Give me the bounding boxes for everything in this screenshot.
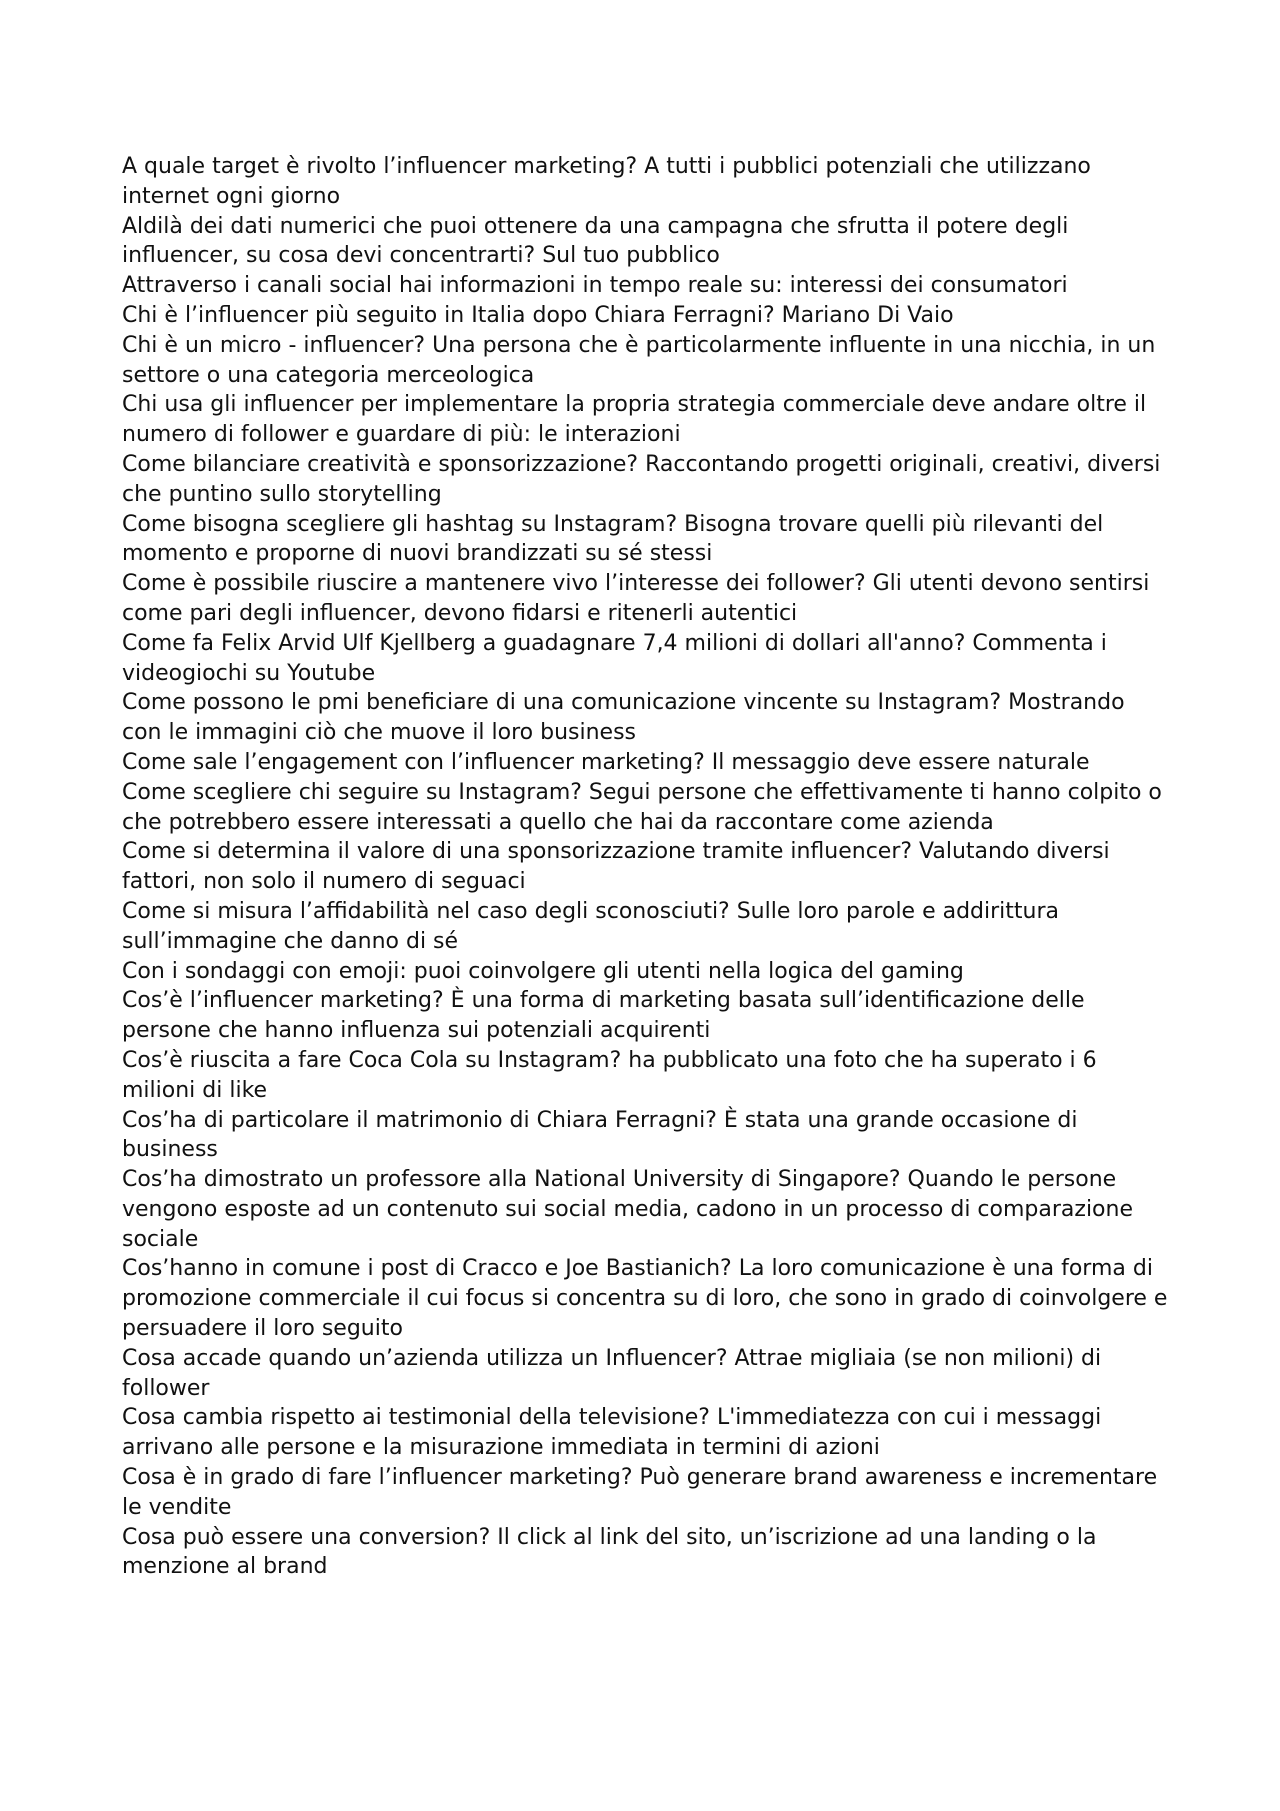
qa-text-block [122,152,1170,1582]
qa-entry: Aldilà dei dati numerici che puoi ottenere da una campagna che sfrutta il potere degli influencer, su cosa devi concentrarti? Sul tuo pubblico [122,213,1069,269]
qa-entry: Cosa è in grado di fare l’influencer marketing? Può generare brand awareness e incrementare le vendite [122,1465,1158,1520]
qa-entry: Cosa cambia rispetto ai testimonial della televisione? L'immediatezza con cui i messaggi arrivano alle persone e la misurazione immediata in termini di azioni [122,1405,1102,1461]
qa-entry: Cosa accade quando un’azienda utilizza un Influencer? Attrae migliaia (se non milioni) di follower [122,1345,1102,1401]
qa-entry: Come bilanciare creatività e sponsorizzazione? Raccontando progetti originali, creativi, diversi che puntino sullo storytelling [122,451,1161,507]
qa-entry: Come si misura l’affidabilità nel caso degli sconosciuti? Sulle loro parole e addirittura sull’immagine che danno di sé [122,898,1060,954]
qa-entry: Come sale l’engagement con l’influencer marketing? Il messaggio deve essere naturale [122,749,1090,775]
qa-entry: Attraverso i canali social hai informazioni in tempo reale su: interessi dei consumatori [122,273,1068,299]
qa-entry: Come si determina il valore di una sponsorizzazione tramite influencer? Valutando diversi fattori, non solo il numero di seguaci [122,839,1110,895]
qa-entry: Con i sondaggi con emoji: puoi coinvolgere gli utenti nella logica del gaming [122,958,964,984]
qa-entry: Come scegliere chi seguire su Instagram? Segui persone che effettivamente ti hanno colpito o che potrebbero essere interessati a quello che hai da raccontare come azienda [122,779,1162,835]
qa-entry: Cos’hanno in comune i post di Cracco e Joe Bastianich? La loro comunicazione è una forma di promozione commerciale il cui focus si concentra su di loro, che sono in grado di coinvolgere e persuadere il loro seguito [122,1256,1168,1342]
qa-entry: Cos’è l’influencer marketing? È una forma di marketing basata sull’identificazione delle persone che hanno influenza sui potenziali acquirenti [122,988,1085,1044]
qa-entry: Come bisogna scegliere gli hashtag su Instagram? Bisogna trovare quelli più rilevanti del momento e proporne di nuovi brandizzati su sé stessi [122,511,1104,567]
qa-entry: Chi è un micro - influencer? Una persona che è particolarmente influente in una nicchia, in un settore o una categoria merceologica [122,332,1156,388]
qa-entry: Come possono le pmi beneficiare di una comunicazione vincente su Instagram? Mostrando con le immagini ciò che muove il loro business [122,690,1125,746]
qa-entry: A quale target è rivolto l’influencer marketing? A tutti i pubblici potenziali che utilizzano internet ogni giorno [122,154,1091,209]
qa-entry: Cosa può essere una conversion? Il click al link del sito, un’iscrizione ad una landing o la menzione al brand [122,1524,1097,1580]
qa-entry: Chi è l’influencer più seguito in Italia dopo Chiara Ferragni? Mariano Di Vaio [122,302,954,328]
qa-entry: Cos’ha di particolare il matrimonio di Chiara Ferragni? È stata una grande occasione di business [122,1107,1078,1163]
qa-entry: Come fa Felix Arvid Ulf Kjellberg a guadagnare 7,4 milioni di dollari all'anno? Commenta i videogiochi su Youtube [122,630,1107,686]
qa-entry: Come è possibile riuscire a mantenere vivo l’interesse dei follower? Gli utenti devono sentirsi come pari degli influencer, devono fidarsi e ritenerli autentici [122,571,1150,626]
qa-entry: Cos’ha dimostrato un professore alla National University di Singapore? Quando le persone vengono esposte ad un contenuto sui social media, cadono in un processo di comparazione sociale [122,1167,1133,1252]
qa-entry: Cos’è riuscita a fare Coca Cola su Instagram? ha pubblicato una foto che ha superato i 6 milioni di like [122,1047,1097,1103]
qa-entry: Chi usa gli influencer per implementare la propria strategia commerciale deve andare oltre il numero di follower e guardare di più: le interazioni [122,392,1147,448]
